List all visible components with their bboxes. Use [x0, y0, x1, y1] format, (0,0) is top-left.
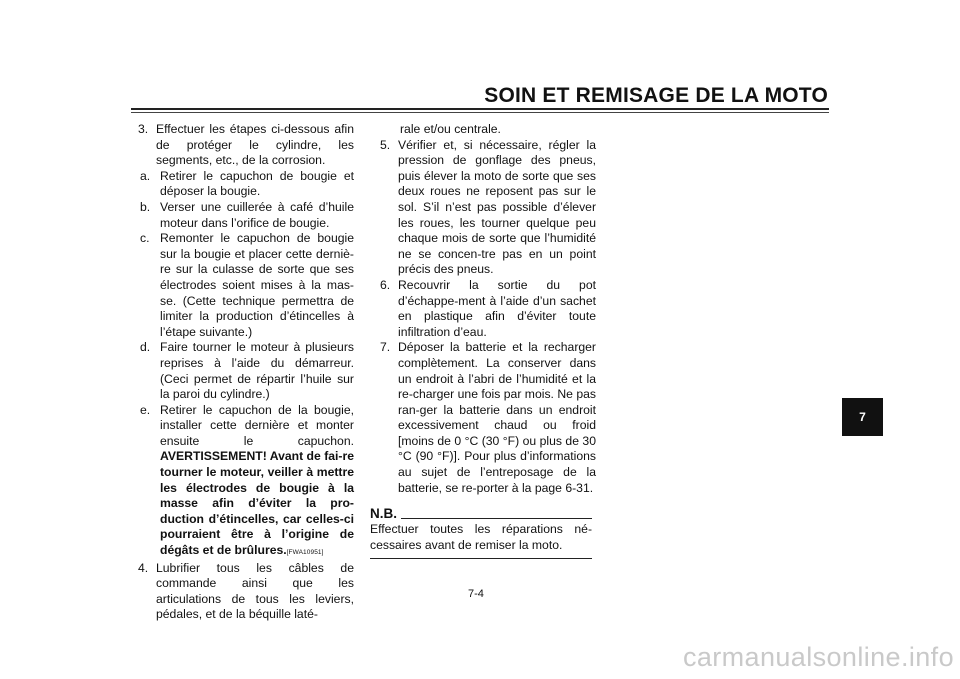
header-rule [131, 108, 829, 110]
page-title: SOIN ET REMISAGE DE LA MOTO [484, 84, 828, 107]
chapter-tab: 7 [842, 398, 883, 436]
substep-letter: d. [140, 340, 151, 355]
step-text: Vérifier et, si nécessaire, régler la pression de gonflage des pneus, puis élever la moto de sorte que ses deux roues ne reposent pas sur le sol. S’il n’est pas possible d’élever les roues, les tourner quelque peu chaque mois de sorte que l’humidité ne se concen-tre pas en un point précis des pneus. [398, 137, 596, 277]
step-text: Déposer la batterie et la recharger complètement. La conserver dans un endroit à l’abri de l’humidité et la re-charger une fois par mois. Ne pas ran-ger la batterie dans un endroit excessivement chaud ou froid [moins de 0 °C (30 °F) ou plus de 30 °C (90 °F)]. Pour plus d’informations au sujet de l’entreposage de la batterie, se re-porter à la page 6-31. [398, 340, 596, 495]
step-number: 4. [138, 560, 149, 575]
substep-text: Remonter le capuchon de bougie sur la bougie et placer cette derniè-re sur la culasse de sorte que ses électrodes soient mises à la mas-se. (Cette technique permettra de limiter la production d’étincelles à l’étape suivante.) [160, 231, 354, 339]
step-number: 7. [380, 340, 391, 355]
step-7 [360, 340, 596, 496]
step-5 [360, 138, 596, 278]
substep-a [118, 169, 354, 200]
substep-text: Retirer le capuchon de bougie et déposer la bougie. [160, 168, 354, 199]
step-number: 5. [380, 137, 391, 152]
substep-e [118, 403, 354, 561]
substep-letter: a. [140, 168, 151, 183]
note-title: N.B. [370, 506, 397, 522]
substep-c [118, 231, 354, 340]
note-rule [401, 518, 592, 519]
substep-b [118, 200, 354, 231]
warning-text: AVERTISSEMENT! Avant de fai-re tourner le moteur, veiller à mettre les électrodes de bougie à la masse afin d’éviter la pro-duction d’étincelles, car celles-ci pourraient être à l’origine de dégâts et de brûlures. [160, 449, 354, 558]
step-3 [118, 122, 354, 169]
substep-letter: e. [140, 402, 151, 417]
substep-text: Retirer le capuchon de la bougie, installer cette dernière et monter ensuite le capuchon. [160, 402, 354, 448]
step-4-continuation: rale et/ou centrale. [400, 122, 501, 136]
step-text: Effectuer les étapes ci-dessous afin de protéger le cylindre, les segments, etc., de la corrosion. [156, 122, 354, 168]
note-text: Effectuer toutes les réparations né-cessaires avant de remiser la moto. [370, 522, 592, 559]
step-4 [118, 561, 354, 623]
watermark: carmanualsonline.info [682, 642, 954, 672]
substep-text: Verser une cuillerée à café d’huile moteur dans l’orifice de bougie. [160, 199, 354, 230]
header-rule-thin [131, 112, 829, 113]
substep-letter: b. [140, 199, 151, 214]
note-block [370, 506, 592, 559]
step-number: 3. [138, 122, 149, 136]
warning-code: [FWA10951] [286, 549, 324, 557]
step-text: Lubrifier tous les câbles de commande ainsi que les articulations de tous les leviers, pédales, et de la béquille laté- [156, 560, 354, 622]
substep-d [118, 340, 354, 402]
right-column [360, 122, 596, 559]
page-number: 7-4 [468, 588, 484, 600]
step-6 [360, 278, 596, 340]
left-column [118, 122, 354, 623]
substep-letter: c. [140, 231, 150, 246]
step-text: Recouvrir la sortie du pot d’échappe-ment à l’aide d’un sachet en plastique afin d’éviter toute infiltration d’eau. [398, 277, 596, 339]
step-number: 6. [380, 277, 391, 292]
substep-text: Faire tourner le moteur à plusieurs reprises à l’aide du démarreur. (Ceci permet de répartir l’huile sur la paroi du cylindre.) [160, 340, 354, 402]
